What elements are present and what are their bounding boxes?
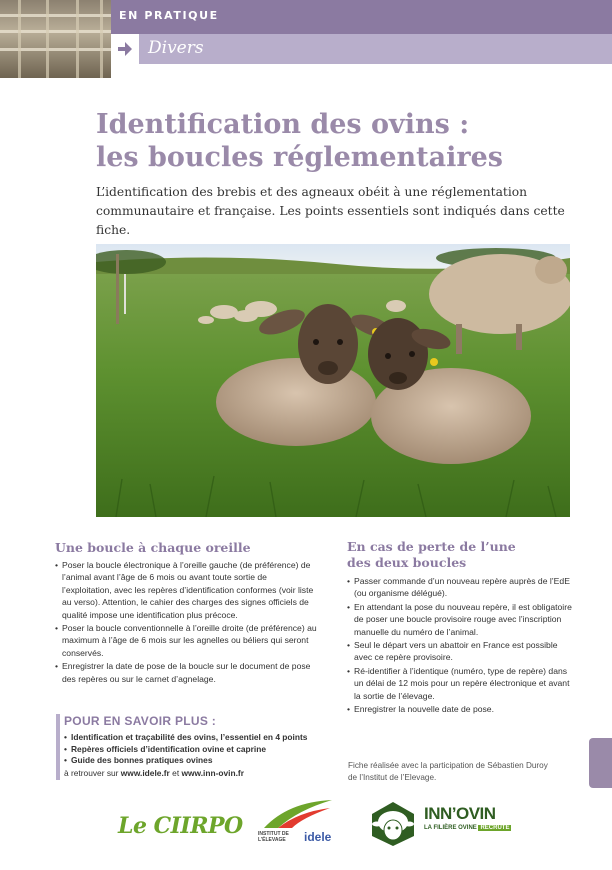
innovin-tagline-a: LA FILIÈRE OVINE [424, 825, 479, 831]
side-tab [589, 738, 612, 788]
more-websites [64, 768, 244, 778]
list-item: • Enregistrer la nouvelle date de pose. [347, 703, 575, 715]
more-title: POUR EN SAVOIR PLUS : [64, 714, 217, 728]
section-name: Divers [148, 38, 204, 58]
more-accent-bar [56, 714, 60, 780]
more-site-prefix: à retrouver sur [64, 768, 121, 778]
lambs-photo [96, 244, 570, 517]
idele-institute-label [258, 831, 304, 843]
idele-institute-line-1: INSTITUT DE [258, 831, 289, 837]
list-item: • Enregistrer la date de pose de la boucle sur le document de pose des repères ou sur le carnet d’agnelage. [55, 660, 317, 685]
right-column-list [347, 575, 575, 716]
list-item: • Passer commande d’un nouveau repère auprès de l’EdE (ou organisme délégué). [347, 575, 575, 600]
list-item: • Repères officiels d’identification ovine et caprine [64, 744, 307, 756]
list-item: • Poser la boucle conventionnelle à l’oreille droite (de préférence) au maximum à l’âge de 6 mois sur les agnelles ou béliers qui seront conservés. [55, 622, 317, 659]
innovin-tagline-b: RECRUTE [480, 825, 510, 831]
idele-swoosh-icon [258, 798, 338, 830]
left-column-heading: Une boucle à chaque oreille [55, 540, 251, 555]
arrow-right-icon [111, 34, 139, 64]
right-column-heading-line-2: des deux boucles [347, 555, 467, 570]
more-list [64, 732, 307, 767]
link-inn-ovin[interactable]: www.inn-ovin.fr [181, 768, 244, 778]
header-kicker: EN PRATIQUE [119, 9, 219, 22]
credit-note [348, 760, 578, 783]
ciirpo-logo: Le CIIRPO [118, 813, 243, 839]
list-item: • Guide des bonnes pratiques ovines [64, 755, 307, 767]
innovin-tagline [424, 825, 511, 831]
innovin-logo [368, 800, 508, 848]
credit-line-1: Fiche réalisée avec la participation de Sébastien Duroy [348, 761, 548, 770]
credit-line-2: de l’Institut de l’Elevage. [348, 772, 437, 782]
sheep-head-icon [368, 800, 418, 848]
page-title-line-1: Identification des ovins : [96, 109, 470, 140]
page-title-line-2: les boucles réglementaires [96, 142, 503, 173]
link-idele[interactable]: www.idele.fr [120, 768, 170, 778]
innovin-wordmark: INN’OVIN [424, 804, 496, 823]
list-item: • Seul le départ vers un abattoir en France est possible avec ce repère provisoire. [347, 639, 575, 664]
header-barn-photo [0, 0, 111, 78]
idele-logo [258, 798, 338, 850]
right-column-heading [347, 539, 516, 571]
idele-wordmark: idele [304, 830, 332, 844]
list-item: • Identification et traçabilité des ovins, l’essentiel en 4 points [64, 732, 307, 744]
idele-institute-line-2: L’ÉLEVAGE [258, 837, 286, 843]
list-item: • Ré-identifier à l’identique (numéro, type de repère) dans un délai de 12 mois pour un repère électronique et avant la sortie de l’élevage. [347, 665, 575, 702]
left-column-list [55, 559, 317, 686]
lead-paragraph: L’identification des brebis et des agneaux obéit à une réglementation communautaire et française. Les points essentiels sont indiqués dans cette fiche. [96, 185, 565, 237]
list-item: • Poser la boucle électronique à l’oreille gauche (de préférence) de l’animal avant l’âge de 6 mois ou avant toute sortie de l’exploitation, avec les repères d’identification conformes (voir liste au verso). Attention, le cahier des charges des signes officiels de qualité impose une identification plus précoce. [55, 559, 317, 621]
more-site-joiner: et [169, 768, 182, 778]
right-column-heading-line-1: En cas de perte de l’une [347, 539, 516, 554]
list-item: • En attendant la pose du nouveau repère, il est obligatoire de poser une boucle provisoire rouge avec l’inscription manuelle du numéro de l’animal. [347, 601, 575, 638]
page-title [96, 108, 566, 174]
